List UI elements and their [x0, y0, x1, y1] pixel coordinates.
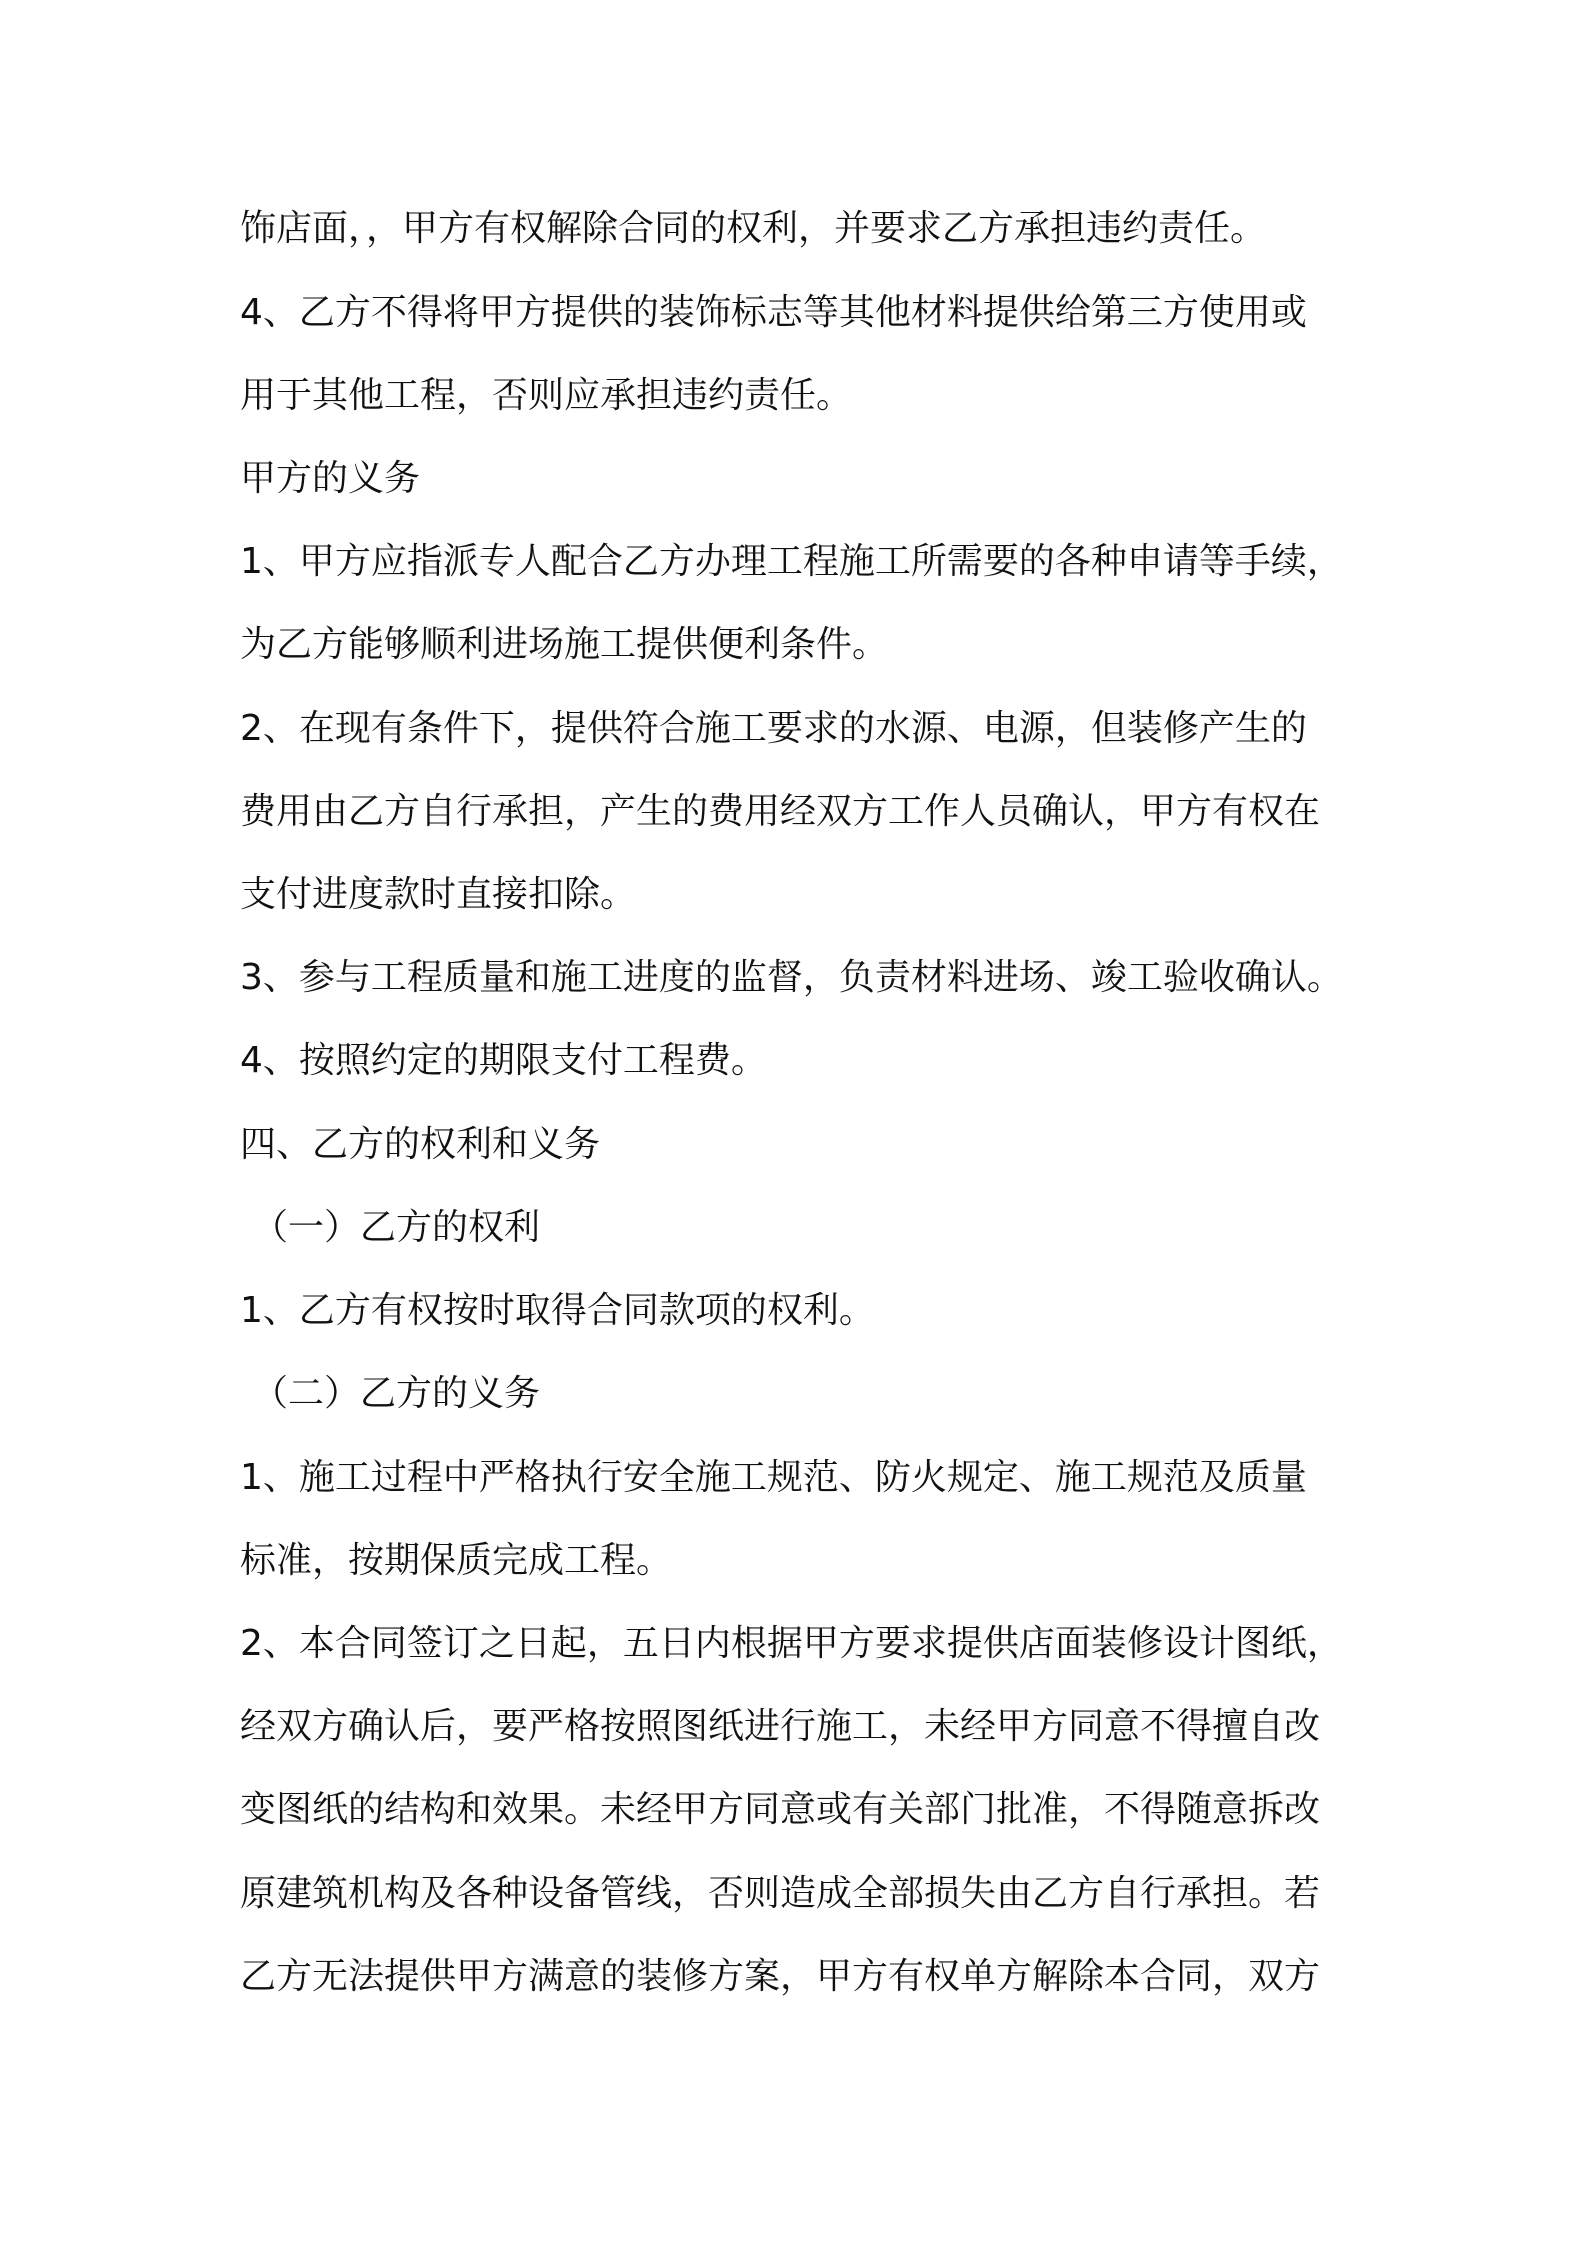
- text-line: 经双方确认后，要严格按照图纸进行施工，未经甲方同意不得擅自改: [240, 1706, 1321, 1747]
- text-line: 1、乙方有权按时取得合同款项的权利。: [240, 1290, 875, 1331]
- text-line: 4、乙方不得将甲方提供的装饰标志等其他材料提供给第三方使用或: [240, 292, 1307, 333]
- text-line: 1、施工过程中严格执行安全施工规范、防火规定、施工规范及质量: [240, 1457, 1307, 1498]
- text-line: 标准，按期保质完成工程。: [240, 1540, 673, 1581]
- text-line: 乙方无法提供甲方满意的装修方案，甲方有权单方解除本合同，双方: [240, 1956, 1321, 1997]
- text-line: 2、本合同签订之日起，五日内根据甲方要求提供店面装修设计图纸，: [240, 1623, 1343, 1664]
- text-line: 原建筑机构及各种设备管线，否则造成全部损失由乙方自行承担。若: [240, 1873, 1321, 1914]
- text-line: 3、参与工程质量和施工进度的监督，负责材料进场、竣工验收确认。: [240, 957, 1343, 998]
- text-line: 1、甲方应指派专人配合乙方办理工程施工所需要的各种申请等手续，: [240, 541, 1343, 582]
- text-line: 费用由乙方自行承担，产生的费用经双方工作人员确认，甲方有权在: [240, 791, 1321, 832]
- text-line: 支付进度款时直接扣除。: [240, 874, 637, 915]
- text-line: 为乙方能够顺利进场施工提供便利条件。: [240, 624, 889, 665]
- text-line: 饰店面，，甲方有权解除合同的权利，并要求乙方承担违约责任。: [240, 208, 1267, 249]
- section-heading: 四、乙方的权利和义务: [240, 1124, 601, 1165]
- subsection-heading: （一）乙方的权利: [252, 1207, 541, 1248]
- text-line: 用于其他工程，否则应承担违约责任。: [240, 375, 853, 416]
- text-line: 2、在现有条件下，提供符合施工要求的水源、电源，但装修产生的: [240, 708, 1307, 749]
- section-heading: 甲方的义务: [240, 458, 421, 499]
- text-line: 4、按照约定的期限支付工程费。: [240, 1040, 767, 1081]
- subsection-heading: （二）乙方的义务: [252, 1373, 541, 1414]
- text-line: 变图纸的结构和效果。未经甲方同意或有关部门批准，不得随意拆改: [240, 1789, 1321, 1830]
